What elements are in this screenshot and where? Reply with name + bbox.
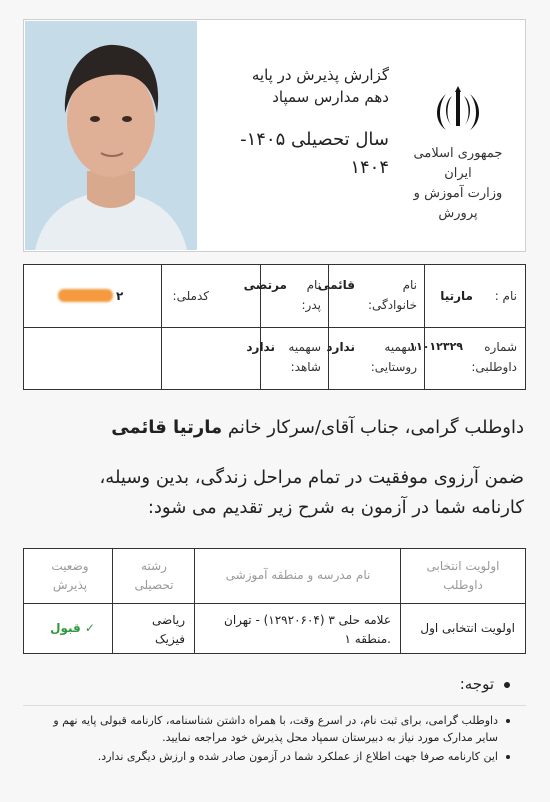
- applicant-number-label: شماره داوطلبی:: [471, 340, 517, 374]
- field-line-1: ریاضی: [152, 613, 185, 627]
- student-info-table: [23, 264, 526, 390]
- report-title: [199, 64, 389, 182]
- cell-status-accepted: ✓ قبول: [50, 621, 95, 635]
- father-name-value: مرتضی: [243, 278, 287, 292]
- student-photo: [25, 21, 197, 250]
- cell-field: [152, 611, 185, 649]
- last-name-value: قائمی: [317, 278, 355, 292]
- header-priority: اولویت انتخابی داوطلب: [426, 559, 500, 592]
- greeting-prefix: داوطلب گرامی، جناب آقای/سرکار خانم: [222, 417, 524, 438]
- cell-school: [201, 611, 391, 649]
- first-name-label: نام :: [494, 289, 517, 303]
- wish-line-1: ضمن آرزوی موفقیت در تمام مراحل زندگی، بدین وسیله،: [99, 467, 524, 488]
- notes-list: [40, 712, 510, 767]
- cell-priority: اولویت انتخابی اول: [420, 621, 515, 635]
- father-name-label: نام پدر:: [301, 278, 321, 312]
- wish-paragraph: [24, 463, 524, 523]
- first-name-value: مارتیا: [440, 289, 473, 303]
- academic-year-line-1: سال تحصیلی ۱۴۰۵-: [240, 129, 389, 150]
- school-line-2: .منطقه ۱: [344, 632, 391, 646]
- national-code-visible-digit: ۲: [116, 289, 124, 303]
- header-school: نام مدرسه و منطقه آموزشی: [225, 568, 371, 582]
- report-header: [23, 19, 526, 252]
- wish-line-2: کارنامه شما در آزمون به شرح زیر تقدیم می شود:: [147, 497, 524, 518]
- header-status: وضعیت پذیرش: [51, 559, 89, 592]
- applicant-number-value: ۱۱۰۱۲۳۲۹: [409, 340, 463, 353]
- school-line-1: علامه حلی ۳ (۱۲۹۲۰۶۰۴) - تهران: [224, 613, 391, 627]
- header-field: رشته تحصیلی: [134, 559, 174, 592]
- iran-emblem-icon: [432, 82, 484, 134]
- note-item-2: این کارنامه صرفا جهت اطلاع از عملکرد شما در آزمون صادر شده و ارزش دیگری ندارد.: [40, 748, 510, 765]
- rural-quota-value: ندارد: [326, 340, 355, 354]
- title-line-1: گزارش پذیرش در پایه: [251, 66, 389, 84]
- emblem-text-2: وزارت آموزش و پرورش: [413, 186, 503, 221]
- greeting-line: [24, 413, 524, 443]
- emblem-text-1: جمهوری اسلامی ایران: [413, 146, 503, 181]
- title-line-2: دهم مدارس سمپاد: [272, 88, 389, 106]
- note-item-1: داوطلب گرامی، برای ثبت نام، در اسرع وقت، با همراه داشتن شناسنامه، کارنامه قبولی پایه نهم و سایر مدارک مورد نیاز به دبیرستان سمپاد محل پذیرش خود مراجعه نمایید.: [40, 712, 510, 746]
- bullet-icon: [504, 682, 510, 688]
- field-line-2: فیزیک: [154, 632, 185, 646]
- last-name-label: نام خانوادگی:: [367, 278, 417, 312]
- ministry-logo: [403, 82, 513, 224]
- academic-year-line-2: ۱۴۰۴: [350, 157, 389, 178]
- redacted-national-code: [58, 289, 113, 302]
- national-code-label: کدملی:: [172, 289, 209, 303]
- notes-title: توجه:: [460, 673, 510, 695]
- result-table: [23, 548, 526, 654]
- student-full-name: مارتیا قائمی: [111, 417, 223, 438]
- rural-quota-label: سهمیه روستایی:: [370, 340, 417, 374]
- martyr-quota-label: سهمیه شاهد:: [288, 340, 321, 374]
- martyr-quota-value: ندارد: [246, 340, 275, 354]
- info-row-1: [24, 265, 525, 328]
- info-row-2: [24, 327, 525, 389]
- divider: [23, 705, 526, 706]
